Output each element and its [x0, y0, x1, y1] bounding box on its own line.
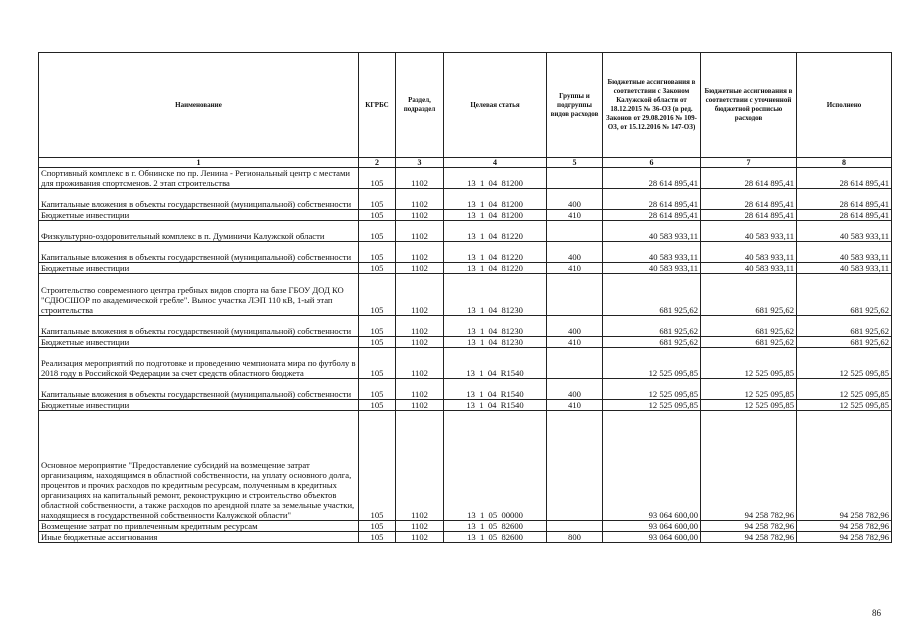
row-group: 800 — [547, 532, 603, 543]
row-law-amount: 12 525 095,85 — [603, 400, 701, 411]
row-kgrbs: 105 — [359, 316, 396, 337]
row-executed-amount: 28 614 895,41 — [797, 189, 892, 210]
row-group: 410 — [547, 263, 603, 274]
row-razdel: 1102 — [396, 348, 444, 379]
row-refined-amount: 40 583 933,11 — [701, 263, 797, 274]
budget-table — [38, 52, 892, 543]
row-name: Реализация мероприятий по подготовке и проведению чемпионата мира по футболу в 2018 году в Российской Федерации за счет средств областного бюджета — [39, 348, 359, 379]
header-groups: Группы и подгруппы видов расходов — [547, 53, 603, 158]
col-number: 3 — [396, 158, 444, 168]
row-group: 400 — [547, 379, 603, 400]
table-row — [39, 337, 892, 348]
row-refined-amount: 12 525 095,85 — [701, 348, 797, 379]
row-group: 410 — [547, 210, 603, 221]
row-law-amount: 681 925,62 — [603, 337, 701, 348]
row-law-amount: 681 925,62 — [603, 316, 701, 337]
row-target: 13 1 05 82600 — [444, 532, 547, 543]
row-target: 13 1 04 81230 — [444, 337, 547, 348]
row-name: Капитальные вложения в объекты государственной (муниципальной) собственности — [39, 379, 359, 400]
row-target: 13 1 05 82600 — [444, 521, 547, 532]
col-number: 8 — [797, 158, 892, 168]
row-executed-amount: 28 614 895,41 — [797, 168, 892, 189]
row-refined-amount: 681 925,62 — [701, 337, 797, 348]
row-target: 13 1 04 R1540 — [444, 400, 547, 411]
row-group: 410 — [547, 400, 603, 411]
table-row — [39, 242, 892, 263]
row-kgrbs: 105 — [359, 337, 396, 348]
row-executed-amount: 94 258 782,96 — [797, 521, 892, 532]
table-row — [39, 168, 892, 189]
row-law-amount: 40 583 933,11 — [603, 263, 701, 274]
page-number: 86 — [872, 608, 881, 618]
row-target: 13 1 04 81230 — [444, 274, 547, 316]
row-razdel: 1102 — [396, 263, 444, 274]
row-law-amount: 40 583 933,11 — [603, 242, 701, 263]
row-kgrbs: 105 — [359, 221, 396, 242]
row-name: Спортивный комплекс в г. Обнинске по пр. Ленина - Региональный центр с местами для проживания спортсменов. 2 этап строительства — [39, 168, 359, 189]
row-name: Бюджетные инвестиции — [39, 263, 359, 274]
row-law-amount: 12 525 095,85 — [603, 348, 701, 379]
row-razdel: 1102 — [396, 242, 444, 263]
row-refined-amount: 28 614 895,41 — [701, 210, 797, 221]
row-target: 13 1 04 81200 — [444, 168, 547, 189]
col-number: 6 — [603, 158, 701, 168]
table-row — [39, 532, 892, 543]
row-refined-amount: 94 258 782,96 — [701, 532, 797, 543]
row-razdel: 1102 — [396, 274, 444, 316]
row-kgrbs: 105 — [359, 263, 396, 274]
row-refined-amount: 12 525 095,85 — [701, 379, 797, 400]
row-executed-amount: 40 583 933,11 — [797, 242, 892, 263]
row-group — [547, 221, 603, 242]
row-name: Иные бюджетные ассигнования — [39, 532, 359, 543]
row-target: 13 1 04 R1540 — [444, 348, 547, 379]
row-executed-amount: 12 525 095,85 — [797, 348, 892, 379]
row-razdel: 1102 — [396, 400, 444, 411]
table-row — [39, 263, 892, 274]
row-refined-amount: 40 583 933,11 — [701, 221, 797, 242]
row-target: 13 1 04 81200 — [444, 189, 547, 210]
table-row — [39, 210, 892, 221]
header-executed: Исполнено — [797, 53, 892, 158]
row-name: Бюджетные инвестиции — [39, 210, 359, 221]
row-executed-amount: 28 614 895,41 — [797, 210, 892, 221]
row-kgrbs: 105 — [359, 242, 396, 263]
row-kgrbs: 105 — [359, 274, 396, 316]
row-executed-amount: 12 525 095,85 — [797, 379, 892, 400]
row-kgrbs: 105 — [359, 411, 396, 521]
row-group — [547, 348, 603, 379]
row-group — [547, 168, 603, 189]
row-executed-amount: 681 925,62 — [797, 337, 892, 348]
row-refined-amount: 94 258 782,96 — [701, 521, 797, 532]
row-executed-amount: 681 925,62 — [797, 316, 892, 337]
row-kgrbs: 105 — [359, 210, 396, 221]
row-executed-amount: 681 925,62 — [797, 274, 892, 316]
row-law-amount: 12 525 095,85 — [603, 379, 701, 400]
row-name: Возмещение затрат по привлеченным кредитным ресурсам — [39, 521, 359, 532]
table-row — [39, 348, 892, 379]
row-razdel: 1102 — [396, 189, 444, 210]
row-kgrbs: 105 — [359, 521, 396, 532]
row-target: 13 1 04 81220 — [444, 221, 547, 242]
row-group: 400 — [547, 242, 603, 263]
col-number: 4 — [444, 158, 547, 168]
table-row — [39, 274, 892, 316]
row-executed-amount: 12 525 095,85 — [797, 400, 892, 411]
table-row — [39, 411, 892, 521]
row-name: Основное мероприятие "Предоставление субсидий на возмещение затрат организациям, находящимся в областной собственности, на уплату основного долга, процентов и прочих расходов по кредитным ресурсам, полученным в кредитных организациях на капитальный ремонт, реконструкцию и строительство объектов областной собственности, а также расходов по арендной плате за земельные участки, находящиеся в государственной собственности Калужской области" — [39, 411, 359, 521]
row-refined-amount: 681 925,62 — [701, 274, 797, 316]
row-razdel: 1102 — [396, 221, 444, 242]
row-razdel: 1102 — [396, 521, 444, 532]
row-target: 13 1 04 81220 — [444, 242, 547, 263]
row-target: 13 1 04 81200 — [444, 210, 547, 221]
row-group: 400 — [547, 189, 603, 210]
table-row — [39, 316, 892, 337]
row-group: 410 — [547, 337, 603, 348]
row-law-amount: 93 064 600,00 — [603, 411, 701, 521]
row-target: 13 1 04 81230 — [444, 316, 547, 337]
header-kgrbs: КГРБС — [359, 53, 396, 158]
row-refined-amount: 681 925,62 — [701, 316, 797, 337]
row-refined-amount: 94 258 782,96 — [701, 411, 797, 521]
table-row — [39, 521, 892, 532]
row-executed-amount: 94 258 782,96 — [797, 532, 892, 543]
row-law-amount: 28 614 895,41 — [603, 210, 701, 221]
row-group — [547, 274, 603, 316]
row-razdel: 1102 — [396, 379, 444, 400]
header-razdel: Раздел, подраздел — [396, 53, 444, 158]
table-row — [39, 379, 892, 400]
row-refined-amount: 28 614 895,41 — [701, 168, 797, 189]
row-group — [547, 411, 603, 521]
header-refined: Бюджетные ассигнования в соответствии с уточненной бюджетной росписью расходов — [701, 53, 797, 158]
table-row — [39, 189, 892, 210]
row-name: Капитальные вложения в объекты государственной (муниципальной) собственности — [39, 316, 359, 337]
row-executed-amount: 40 583 933,11 — [797, 263, 892, 274]
row-kgrbs: 105 — [359, 532, 396, 543]
header-row — [39, 53, 892, 158]
row-razdel: 1102 — [396, 532, 444, 543]
col-number: 5 — [547, 158, 603, 168]
row-razdel: 1102 — [396, 168, 444, 189]
col-number: 1 — [39, 158, 359, 168]
row-target: 13 1 04 R1540 — [444, 379, 547, 400]
row-group: 400 — [547, 316, 603, 337]
row-refined-amount: 12 525 095,85 — [701, 400, 797, 411]
row-law-amount: 40 583 933,11 — [603, 221, 701, 242]
row-law-amount: 28 614 895,41 — [603, 168, 701, 189]
row-law-amount: 93 064 600,00 — [603, 532, 701, 543]
column-number-row — [39, 158, 892, 168]
row-law-amount: 681 925,62 — [603, 274, 701, 316]
row-kgrbs: 105 — [359, 348, 396, 379]
col-number: 7 — [701, 158, 797, 168]
table-row — [39, 221, 892, 242]
row-group — [547, 521, 603, 532]
row-kgrbs: 105 — [359, 168, 396, 189]
row-razdel: 1102 — [396, 210, 444, 221]
row-law-amount: 93 064 600,00 — [603, 521, 701, 532]
row-target: 13 1 04 81220 — [444, 263, 547, 274]
row-refined-amount: 28 614 895,41 — [701, 189, 797, 210]
header-name: Наименование — [39, 53, 359, 158]
row-name: Бюджетные инвестиции — [39, 400, 359, 411]
col-number: 2 — [359, 158, 396, 168]
row-refined-amount: 40 583 933,11 — [701, 242, 797, 263]
row-razdel: 1102 — [396, 337, 444, 348]
row-kgrbs: 105 — [359, 379, 396, 400]
row-name: Бюджетные инвестиции — [39, 337, 359, 348]
row-name: Физкультурно-оздоровительный комплекс в п. Думиничи Калужской области — [39, 221, 359, 242]
row-target: 13 1 05 00000 — [444, 411, 547, 521]
row-law-amount: 28 614 895,41 — [603, 189, 701, 210]
table-row — [39, 400, 892, 411]
header-law: Бюджетные ассигнования в соответствии с Законом Калужской области от 18.12.2015 № 36-ОЗ (в ред. Законов от 29.08.2016 № 109-ОЗ, от 15.12.2016 № 147-ОЗ) — [603, 53, 701, 158]
row-name: Капитальные вложения в объекты государственной (муниципальной) собственности — [39, 189, 359, 210]
row-name: Капитальные вложения в объекты государственной (муниципальной) собственности — [39, 242, 359, 263]
row-name: Строительство современного центра гребных видов спорта на базе ГБОУ ДОД КО "СДЮСШОР по академической гребле". Вынос участка ЛЭП 110 кВ, 1-ый этап строительства — [39, 274, 359, 316]
row-kgrbs: 105 — [359, 189, 396, 210]
header-target: Целевая статья — [444, 53, 547, 158]
row-razdel: 1102 — [396, 316, 444, 337]
row-executed-amount: 40 583 933,11 — [797, 221, 892, 242]
row-razdel: 1102 — [396, 411, 444, 521]
row-kgrbs: 105 — [359, 400, 396, 411]
row-executed-amount: 94 258 782,96 — [797, 411, 892, 521]
